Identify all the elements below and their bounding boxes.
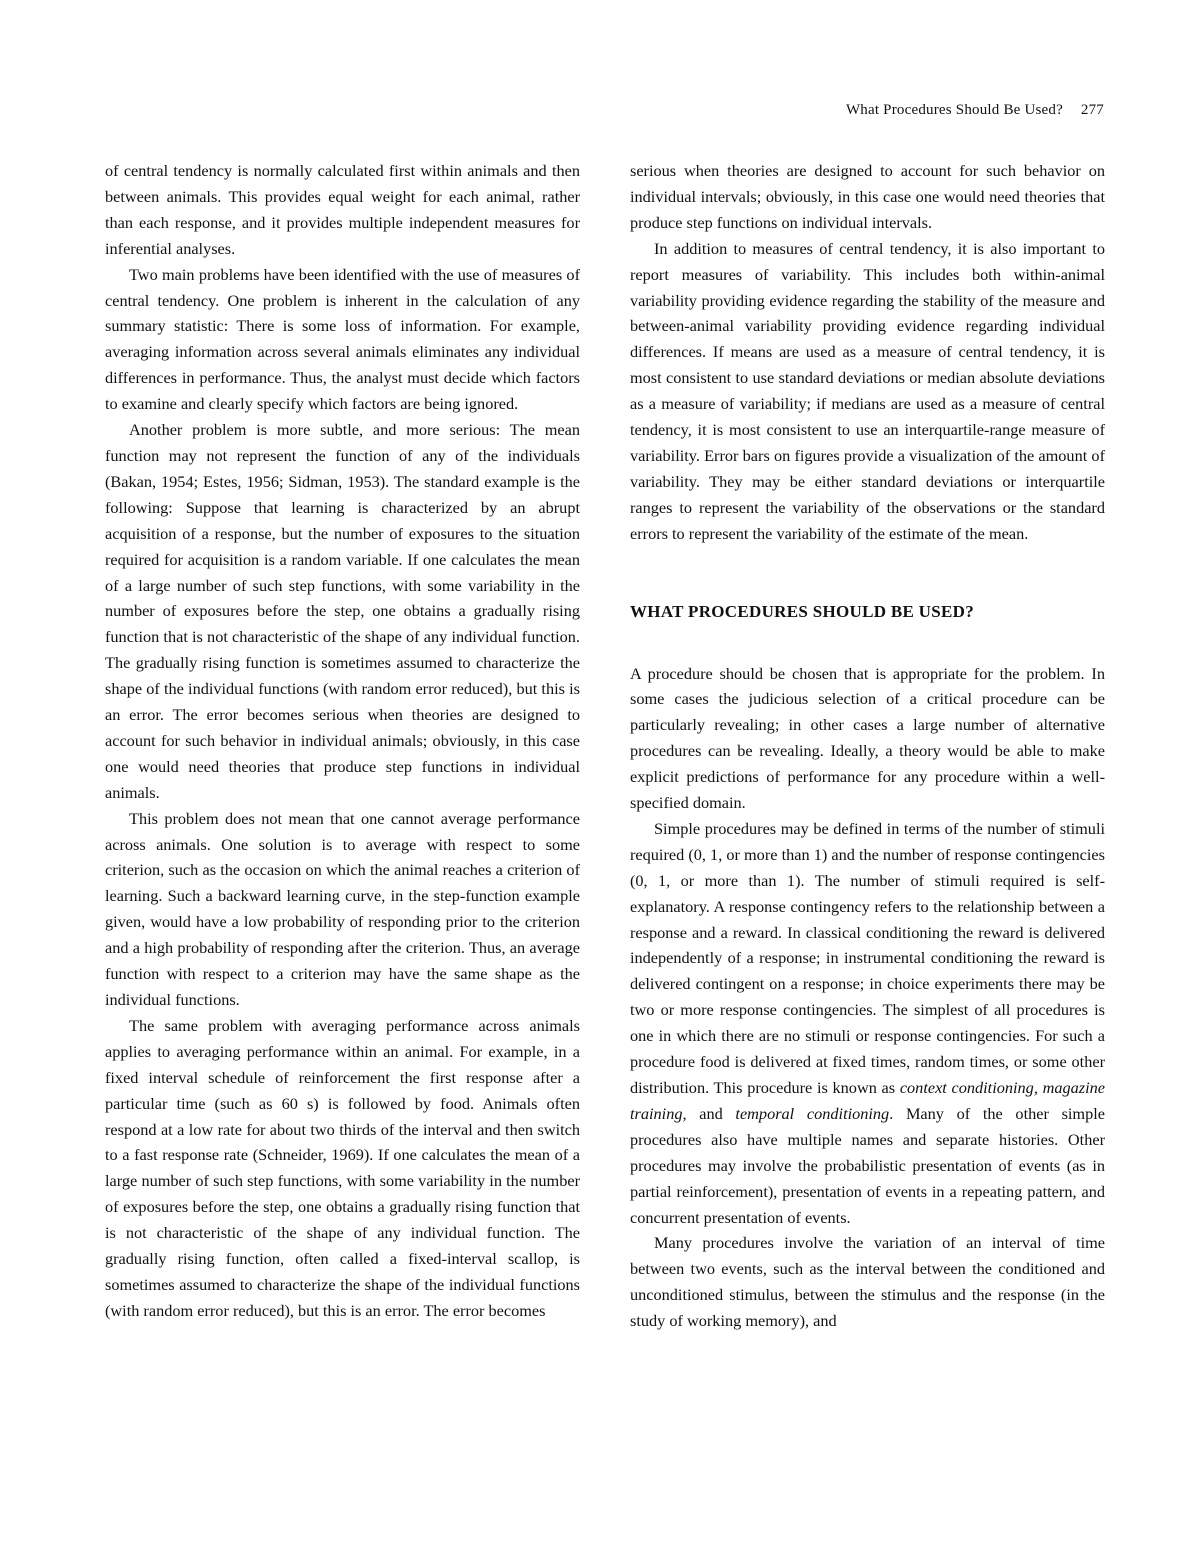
text-run: and — [686, 1103, 736, 1123]
paragraph: Many procedures involve the variation of an interval of time between two events, such as the interval between the conditioned and unconditioned stimulus, between the stimulus and the response (in the study of working memory), and — [630, 1233, 1105, 1331]
italic-term: temporal conditioning — [735, 1103, 890, 1123]
page-number: 277 — [1080, 102, 1104, 118]
italic-term: context conditioning, — [899, 1078, 1038, 1097]
paragraph-simple-procedures — [630, 816, 1105, 1231]
section-heading: WHAT PROCEDURES SHOULD BE USED? — [630, 601, 975, 621]
paragraph: of central tendency is normally calculated first within animals and then between animals. This provides equal weight for each animal, rather than each response, and it provides multiple independent measures for inferential analyses. — [105, 161, 580, 258]
text-run: Simple procedures may be defined in terms of the number of stimuli required (0, 1, or more than 1) and the number of response contingencies (0, 1, or more than 1). The number of stimuli required is self-explanatory. A response contingency refers to the relationship between a response and a reward. In classical conditioning the reward is delivered independently of a response; in instrumental conditioning the reward is delivered contingent on a response; in choice experiments there may be two or more response contingencies. The simplest of all procedures is one in which there are no stimuli or response contingencies. For such a procedure food is delivered at fixed times, random times, or some other distribution. This procedure is known as — [630, 818, 1105, 1097]
left-column — [105, 158, 580, 1324]
running-head — [846, 102, 1104, 119]
paragraph: The same problem with averaging performance across animals applies to averaging performance within an animal. For example, in a fixed interval schedule of reinforcement the first response after a particular time (such as 60 s) is followed by food. Animals often respond at a low rate for about two thirds of the interval and then switch to a fast response rate (Schneider, 1969). If one calculates the mean of a large number of such step functions, with some variability in the number of exposures before the step, one obtains a gradually rising function that is not characteristic of the shape of any individual function. The gradually rising function, often called a fixed-interval scallop, is sometimes assumed to characterize the shape of the individual functions (with random error reduced), but this is an error. The error becomes — [105, 1015, 580, 1320]
running-head-title: What Procedures Should Be Used? — [845, 102, 1063, 118]
paragraph: This problem does not mean that one cannot average performance across animals. One solution is to average with respect to some criterion, such as the occasion on which the animal reaches a criterion of learning. Such a backward learning curve, in the step-function example given, would have a low probability of responding prior to the criterion and a high probability of responding after the criterion. Thus, an average function with respect to a criterion may have the same shape as the individual functions. — [105, 808, 580, 1009]
right-column — [630, 158, 1105, 1334]
text-run: . Many of the other simple procedures also have multiple names and separate histories. Other procedures may involve the probabilistic presentation of events (as in partial reinforcement), presentation of events in a repeating pattern, and concurrent presentation of events. — [630, 1103, 1105, 1227]
paragraph: Another problem is more subtle, and more serious: The mean function may not represent the function of any of the individuals (Bakan, 1954; Estes, 1956; Sidman, 1953). The standard example is the following: Suppose that learning is characterized by an abrupt acquisition of a response, but the number of exposures to the situation required for acquisition is a random variable. If one calculates the mean of a large number of such step functions, with some variability in the number of exposures before the step, one obtains a gradually rising function that is not characteristic of the shape of any individual function. The gradually rising function is sometimes assumed to characterize the shape of the individual functions (with random error reduced), but this is an error. The error becomes serious when theories are designed to account for such behavior in individual animals; obviously, in this case one would need theories that produce step functions in individual animals. — [105, 420, 580, 802]
paragraph: Two main problems have been identified with the use of measures of central tendency. One problem is inherent in the calculation of any summary statistic: There is some loss of information. For example, averaging information across several animals eliminates any individual differences in performance. Thus, the analyst must decide which factors to examine and clearly specify which factors are being ignored. — [105, 264, 580, 414]
paragraph: serious when theories are designed to account for such behavior on individual intervals; obviously, in this case one would need theories that produce step functions on individual intervals. — [630, 161, 1105, 232]
paragraph: A procedure should be chosen that is appropriate for the problem. In some cases the judicious selection of a critical procedure can be particularly revealing; in other cases a large number of alternative procedures can be revealing. Ideally, a theory would be able to make explicit predictions of performance for any procedure within a well-specified domain. — [630, 663, 1105, 813]
paragraph: In addition to measures of central tendency, it is also important to report measures of variability. This includes both within-animal variability providing evidence regarding the stability of the measure and between-animal variability providing evidence regarding individual differences. If means are used as a measure of central tendency, it is most consistent to use standard deviations or median absolute deviations as a measure of variability; if medians are used as a measure of central tendency, it is most consistent to use an interquartile-range measure of variability. Error bars on figures provide a visualization of the amount of variability. They may be either standard deviations or interquartile ranges to represent the variability of the observations or the standard errors to represent the variability of the estimate of the mean. — [630, 238, 1105, 543]
italic-term: magazine training, — [630, 1078, 1105, 1123]
